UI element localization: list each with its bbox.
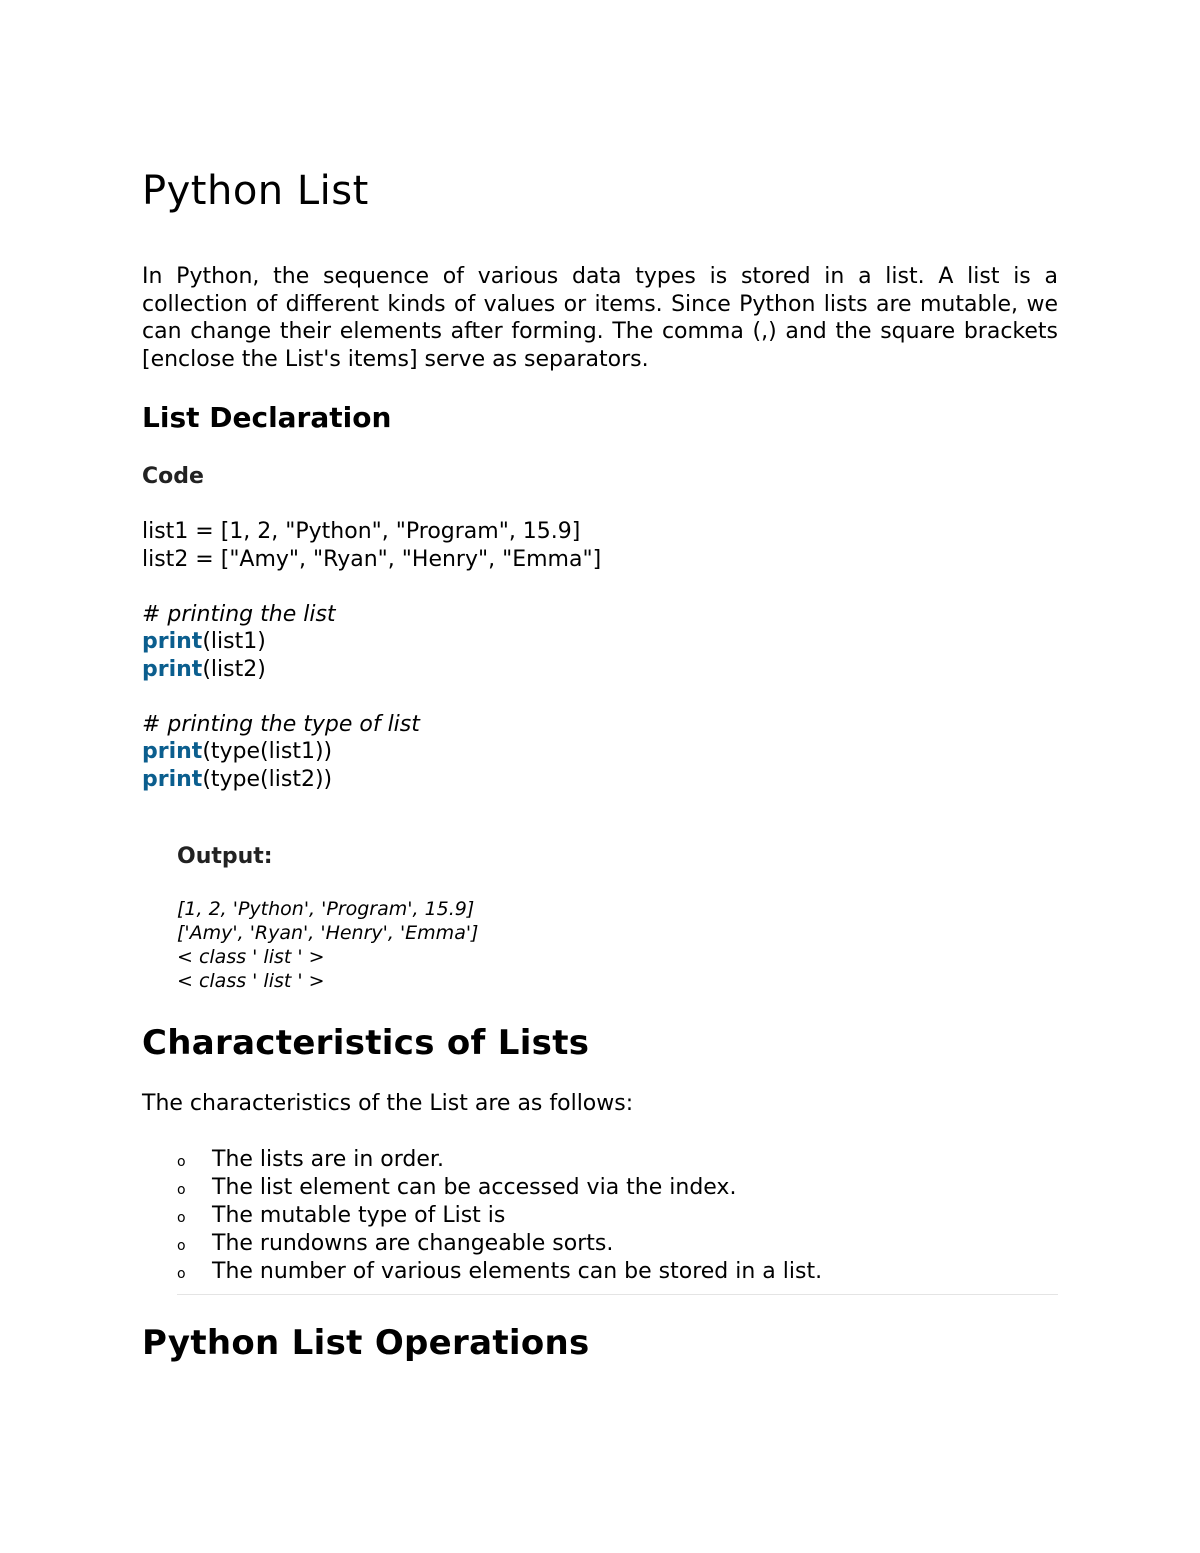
list-operations-heading: Python List Operations [142,1323,590,1363]
list-item [142,1202,822,1230]
code-line [142,628,601,656]
output-line: < class ' list ' > [177,946,325,968]
list-item-text: The number of various elements can be stored in a list. [212,1259,823,1284]
list-item [142,1230,822,1258]
circle-bullet-icon: o [177,1182,186,1198]
code-args: (list1) [202,629,266,654]
list-item [142,1174,822,1202]
output-block [177,897,478,993]
list-item [142,1258,822,1286]
code-line [142,766,601,794]
code-args: (type(list1)) [202,739,333,764]
characteristics-list [142,1146,822,1286]
code-blank-line [142,573,601,601]
code-comment: # printing the type of list [142,711,420,737]
code-label: Code [142,464,204,489]
intro-paragraph: In Python, the sequence of various data types is stored in a list. A list is a collection of different kinds of values or items. Since Python lists are mutable, we can change their elements after forming. The comma (,) and the square brackets [enclose the List's items] serve as separators. [142,264,1058,372]
output-line: ['Amy', 'Ryan', 'Henry', 'Emma'] [177,922,479,944]
characteristics-intro: The characteristics of the List are as follows: [142,1091,634,1116]
print-keyword: print [142,739,203,764]
code-args: (list2) [202,656,266,682]
code-blank-line [142,683,601,711]
code-line [142,738,601,766]
list-item-text: The mutable type of List is [212,1203,506,1228]
list-item-text: The lists are in order. [212,1147,444,1172]
list-item-text: The list element can be accessed via the index. [212,1175,737,1200]
code-block [142,518,601,793]
circle-bullet-icon: o [177,1266,186,1282]
circle-bullet-icon: o [177,1238,186,1254]
code-line: list2 = ["Amy", "Ryan", "Henry", "Emma"] [142,546,602,572]
code-line [142,656,601,684]
circle-bullet-icon: o [177,1154,186,1170]
output-line: [1, 2, 'Python', 'Program', 15.9] [177,898,475,920]
print-keyword: print [142,656,203,682]
print-keyword: print [142,629,203,654]
list-declaration-heading: List Declaration [142,401,392,434]
code-line: list1 = [1, 2, "Python", "Program", 15.9] [142,519,581,544]
section-divider [177,1294,1058,1295]
list-item-text: The rundowns are changeable sorts. [212,1231,614,1256]
code-args: (type(list2)) [202,766,333,792]
characteristics-heading: Characteristics of Lists [142,1023,590,1063]
page-title: Python List [142,168,369,214]
output-label: Output: [177,844,273,869]
print-keyword: print [142,766,203,792]
output-line: < class ' list ' > [177,970,325,992]
code-comment: # printing the list [142,601,336,627]
circle-bullet-icon: o [177,1210,186,1226]
list-item [142,1146,822,1174]
